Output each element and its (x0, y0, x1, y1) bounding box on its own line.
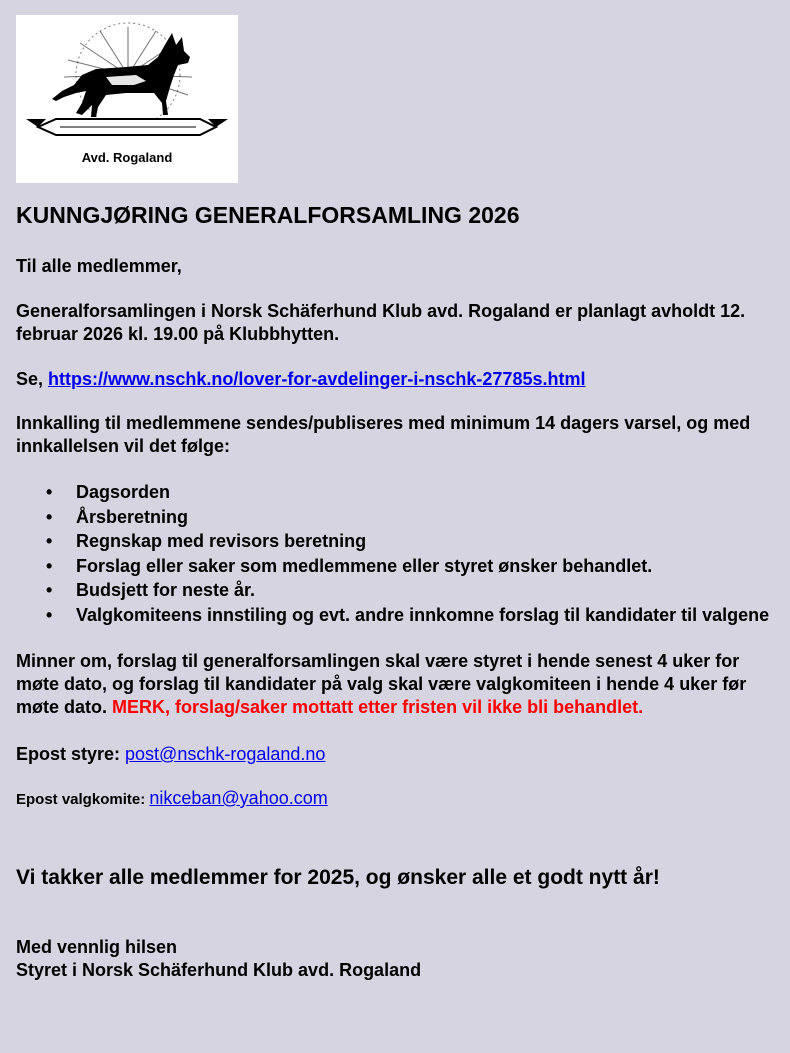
board-email-line (16, 743, 781, 766)
see-prefix: Se, (16, 369, 49, 389)
reminder-paragraph (16, 650, 781, 719)
greeting: Til alle medlemmer, (16, 256, 182, 276)
committee-email-label: Epost valgkomite: (16, 791, 150, 808)
bullet-icon: • (46, 506, 53, 527)
announcement (16, 200, 781, 982)
list-item: • Valgkomiteens innstiling og evt. andre innkomne forslag til kandidater til valgene (16, 603, 781, 628)
board-email-link[interactable]: post@nschk-rogaland.no (125, 744, 326, 764)
see-line (16, 368, 781, 391)
list-item: • Årsberetning (16, 505, 781, 530)
list-item: • Forslag eller saker som medlemmene eller styret ønsker behandlet. (16, 554, 781, 579)
signoff-line2: Styret i Norsk Schäferhund Klub avd. Rogaland (16, 960, 422, 980)
bullet-icon: • (46, 580, 53, 600)
bullet-icon: • (46, 531, 53, 551)
board-email-label: Epost styre: (16, 744, 126, 764)
reminder-text: Minner om, forslag til generalforsamlingen skal være styret i hende senest 4 uker for møte dato, og forslag til kandidater på valg skal være valgkomiteen i hende 4 uker før møte dato. (16, 651, 747, 717)
agenda-list (16, 480, 781, 627)
bullet-icon: • (46, 555, 53, 576)
page-title: KUNNGJØRING GENERALFORSAMLING 2026 (16, 202, 520, 228)
club-logo (16, 15, 238, 183)
thanks-message: Vi takker alle medlemmer for 2025, og ønsker alle et godt nytt år! (16, 866, 660, 889)
committee-email-link[interactable]: nikceban@yahoo.com (149, 788, 328, 808)
bullet-icon: • (46, 604, 53, 625)
intro-paragraph: Generalforsamlingen i Norsk Schäferhund Klub avd. Rogaland er planlagt avholdt 12. februar 2026 kl. 19.00 på Klubbhytten. (16, 301, 746, 344)
list-item: • Dagsorden (16, 480, 781, 505)
bylaws-link[interactable]: https://www.nschk.no/lover-for-avdelinger-i-nschk-27785s.html (48, 369, 586, 389)
list-item: • Regnskap med revisors beretning (16, 529, 781, 554)
logo-caption: Avd. Rogaland (81, 150, 173, 165)
signoff-line1: Med vennlig hilsen (16, 937, 178, 957)
bullet-icon: • (46, 482, 53, 502)
deadline-warning: MERK, forslag/saker mottatt etter fristen vil ikke bli behandlet. (112, 697, 644, 717)
list-item: • Budsjett for neste år. (16, 578, 781, 603)
committee-email-line (16, 787, 781, 811)
dog-logo-icon (16, 15, 238, 150)
notice-paragraph: Innkalling til medlemmene sendes/publiseres med minimum 14 dagers varsel, og med innkallelsen vil det følge: (16, 413, 751, 456)
